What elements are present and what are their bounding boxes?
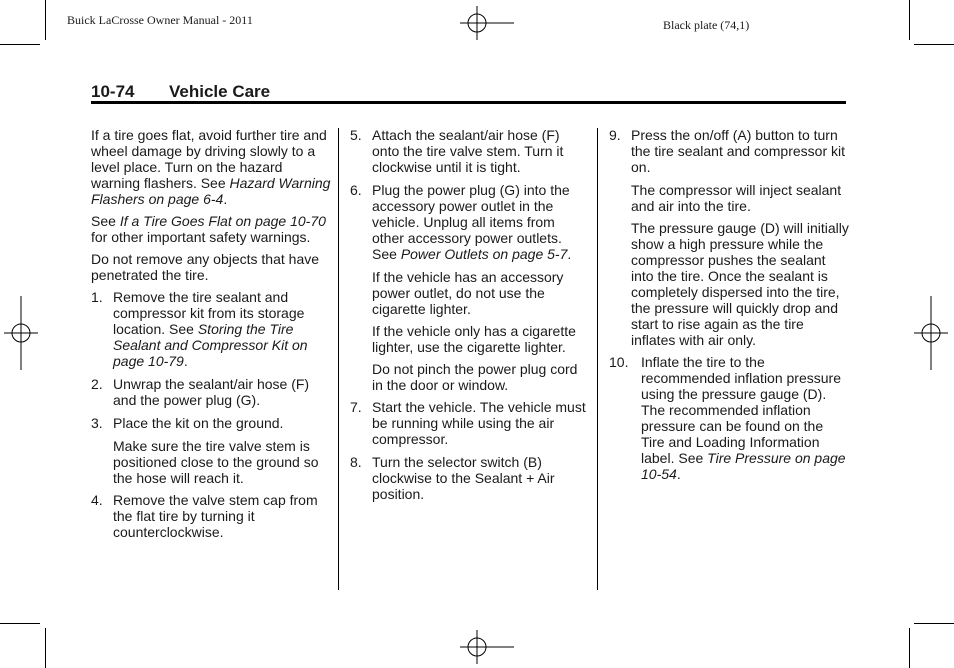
paragraph: Do not remove any objects that have penetrated the tire. xyxy=(91,251,320,283)
crop-mark xyxy=(45,628,46,668)
registration-mark-icon xyxy=(914,296,948,370)
column-3 xyxy=(609,127,849,489)
page-number: 10-74 xyxy=(91,82,135,101)
column-divider xyxy=(597,128,598,590)
list-item: 7. Start the vehicle. The vehicle must be running while using the air compressor. xyxy=(350,399,586,447)
crop-mark xyxy=(914,623,954,624)
step-note: Make sure the tire valve stem is positioned close to the ground so the hose will reach it. xyxy=(113,438,319,486)
list-item: 5. Attach the sealant/air hose (F) onto the tire valve stem. Turn it clockwise until it is tight. xyxy=(350,127,564,175)
registration-mark-icon xyxy=(460,630,514,664)
section-title: Vehicle Care xyxy=(169,82,271,101)
cross-reference-link[interactable]: Power Outlets on page 5-7 xyxy=(400,246,568,262)
page-title xyxy=(91,82,270,102)
crop-mark xyxy=(909,0,910,40)
cross-reference-link[interactable]: Tire Pressure on page 10-54 xyxy=(641,450,846,482)
plate-label: Black plate (74,1) xyxy=(663,18,750,32)
crop-mark xyxy=(909,628,910,668)
title-rule xyxy=(91,101,846,104)
list-item: 3. Place the kit on the ground. xyxy=(91,415,284,431)
paragraph: If a tire goes flat, avoid further tire and wheel damage by driving slowly to a level place. Turn on the hazard warning flashers. See Hazard Warning Flashers on page 6-4. xyxy=(91,127,331,207)
list-item: 2. Unwrap the sealant/air hose (F) and the power plug (G). xyxy=(91,376,310,408)
manual-header: Buick LaCrosse Owner Manual - 2011 xyxy=(67,13,253,27)
step-note: Do not pinch the power plug cord in the door or window. xyxy=(372,361,578,393)
list-item: 10. Inflate the tire to the recommended inflation pressure using the pressure gauge (D). The recommended inflation pressure can be found on the Tire and Loading Information label. See Tire Pressure on page 10-54. xyxy=(609,354,846,482)
cross-reference-link[interactable]: Hazard Warning Flashers on page 6-4 xyxy=(91,175,331,207)
list-item: 6. Plug the power plug (G) into the accessory power outlet in the vehicle. Unplug all items from other accessory power outlets. See Power Outlets on page 5-7. xyxy=(350,182,572,262)
crop-mark xyxy=(0,44,40,45)
list-item: 1. Remove the tire sealant and compressor kit from its storage location. See Storing the Tire Sealant and Compressor Kit on page 10-79. xyxy=(91,289,308,369)
crop-mark xyxy=(0,623,40,624)
list-item: 9. Press the on/off (A) button to turn the tire sealant and compressor kit on. xyxy=(609,127,845,175)
registration-mark-icon xyxy=(4,296,38,370)
cross-reference-link[interactable]: Storing the Tire Sealant and Compressor Kit on page 10-79 xyxy=(113,321,308,369)
cross-reference-link[interactable]: If a Tire Goes Flat on page 10-70 xyxy=(119,213,326,229)
step-note: The pressure gauge (D) will initially show a high pressure while the compressor pushes the sealant into the tire. Once the sealant is completely dispersed into the tire, the pressure will quickly drop and start to rise again as the tire inflates with air only. xyxy=(631,220,849,348)
column-divider xyxy=(338,128,339,590)
list-item: 8. Turn the selector switch (B) clockwise to the Sealant + Air position. xyxy=(350,454,555,502)
step-note: If the vehicle has an accessory power outlet, do not use the cigarette lighter. xyxy=(372,269,564,317)
crop-mark xyxy=(914,44,954,45)
paragraph: See If a Tire Goes Flat on page 10-70 for other important safety warnings. xyxy=(91,213,326,245)
column-1 xyxy=(91,127,331,547)
step-note: If the vehicle only has a cigarette lighter, use the cigarette lighter. xyxy=(372,323,576,355)
column-2 xyxy=(350,127,590,509)
list-item: 4. Remove the valve stem cap from the flat tire by turning it counterclockwise. xyxy=(91,492,318,540)
step-note: The compressor will inject sealant and air into the tire. xyxy=(631,182,842,214)
registration-mark-icon xyxy=(460,6,514,40)
crop-mark xyxy=(45,0,46,40)
